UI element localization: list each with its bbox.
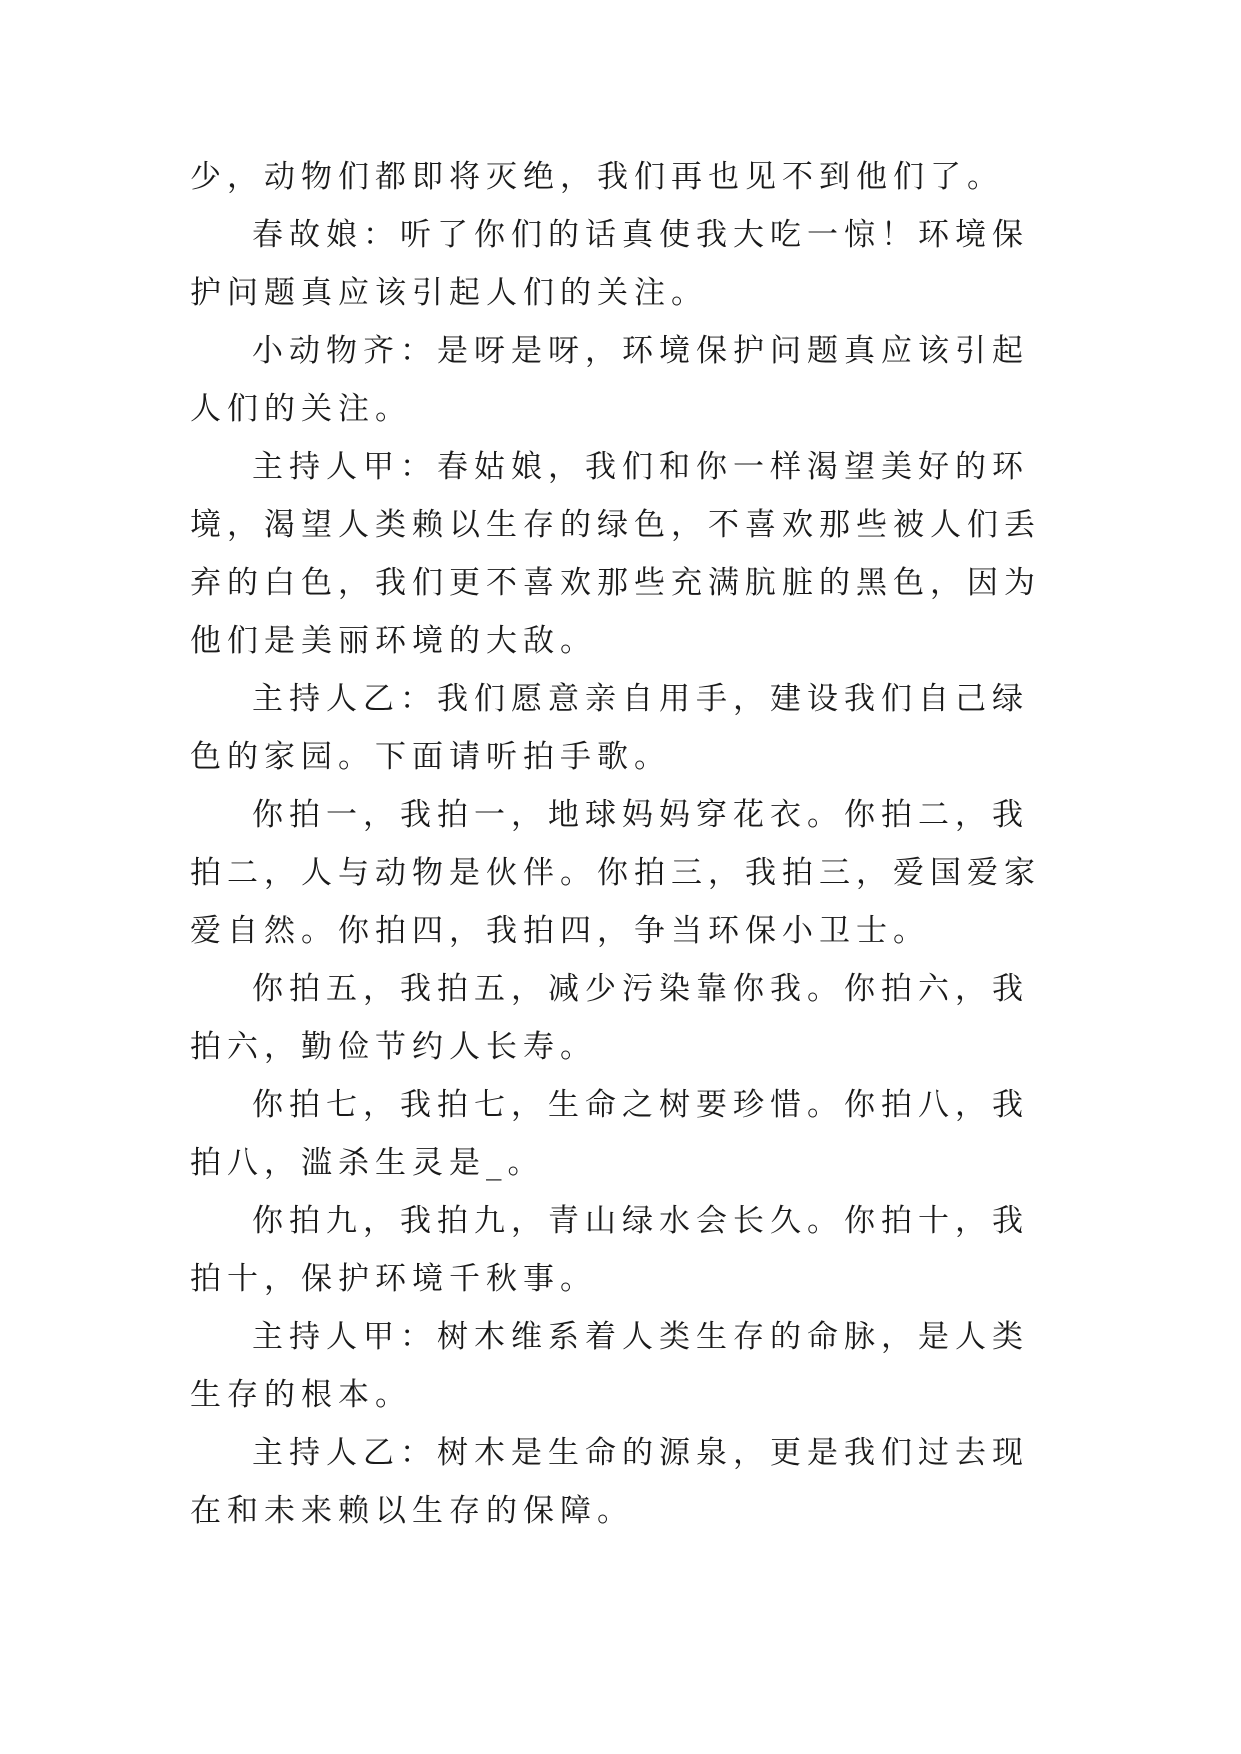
- paragraph-host-a-2: 主持人甲：树木维系着人类生存的命脉，是人类生存的根本。: [190, 1319, 1029, 1413]
- paragraph-host-a-1: 主持人甲：春姑娘，我们和你一样渴望美好的环境，渴望人类赖以生存的绿色，不喜欢那些被人们丢弃的白色，我们更不喜欢那些充满肮脏的黑色，因为他们是美丽环境的大敌。: [190, 449, 1041, 659]
- paragraph-clap-song-1: 你拍一，我拍一，地球妈妈穿花衣。你拍二，我拍二，人与动物是伙伴。你拍三，我拍三，爱国爱家爱自然。你拍四，我拍四，争当环保小卫士。: [190, 797, 1041, 949]
- document-body: [190, 148, 1058, 1540]
- paragraph-chun-guniang: 春故娘：听了你们的话真使我大吃一惊！环境保护问题真应该引起人们的关注。: [190, 217, 1029, 311]
- paragraph-continued: 少，动物们都即将灭绝，我们再也见不到他们了。: [190, 159, 1004, 195]
- paragraph-host-b-2: 主持人乙：树木是生命的源泉，更是我们过去现在和未来赖以生存的保障。: [190, 1435, 1029, 1529]
- paragraph-clap-song-2: 你拍五，我拍五，减少污染靠你我。你拍六，我拍六，勤俭节约人长寿。: [190, 971, 1029, 1065]
- paragraph-host-b-1: 主持人乙：我们愿意亲自用手，建设我们自己绿色的家园。下面请听拍手歌。: [190, 681, 1029, 775]
- paragraph-clap-song-3: 你拍七，我拍七，生命之树要珍惜。你拍八，我拍八，滥杀生灵是_。: [190, 1087, 1029, 1181]
- paragraph-clap-song-4: 你拍九，我拍九，青山绿水会长久。你拍十，我拍十，保护环境千秋事。: [190, 1203, 1029, 1297]
- paragraph-animals-together: 小动物齐：是呀是呀，环境保护问题真应该引起人们的关注。: [190, 333, 1029, 427]
